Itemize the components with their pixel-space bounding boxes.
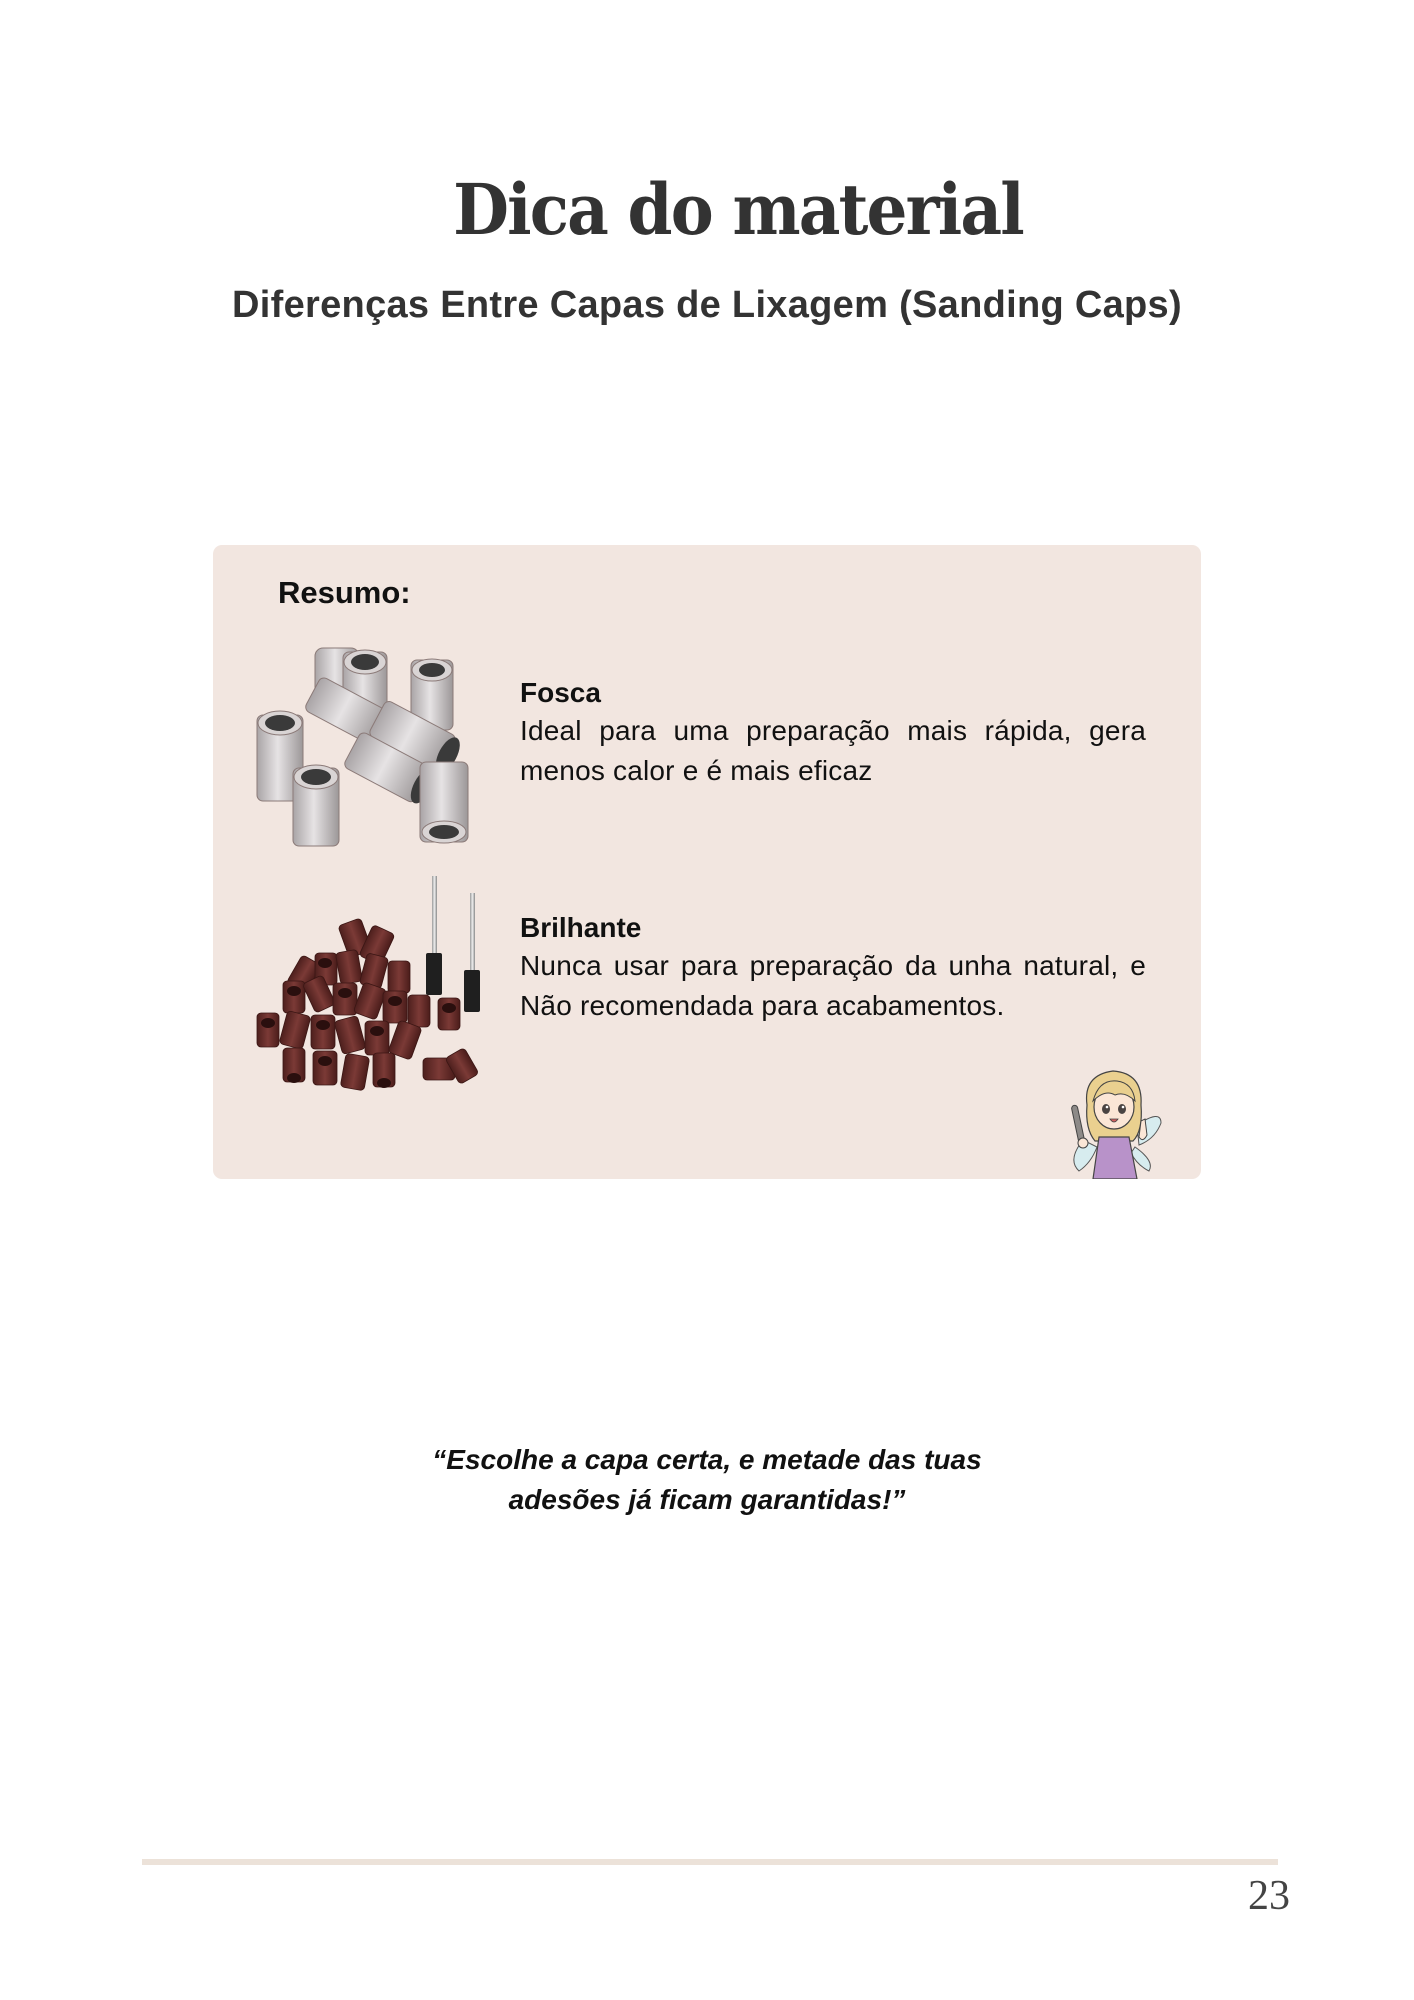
page-title	[59, 168, 1360, 251]
summary-heading: Resumo:	[278, 575, 411, 610]
quote-line-1: “Escolhe a capa certa, e metade das tuas	[432, 1444, 982, 1475]
quote-line-2: adesões já ficam garantidas!”	[508, 1484, 906, 1515]
summary-item-brilhante	[520, 910, 1146, 1025]
page-title-text: Dica do material	[453, 168, 1023, 251]
item-description: Ideal para uma preparação mais rápida, gera menos calor e é mais eficaz	[520, 715, 1146, 786]
item-title: Brilhante	[520, 912, 642, 943]
item-description: Nunca usar para preparação da unha natural, e Não recomendada para acabamentos.	[520, 950, 1146, 1021]
quote-block	[0, 1440, 1414, 1520]
page-subtitle: Diferenças Entre Capas de Lixagem (Sanding Caps)	[232, 284, 1182, 326]
white-sanding-caps-image	[253, 640, 478, 850]
page-number: 23	[1248, 1873, 1290, 1919]
fairy-mascot-illustration	[1065, 1065, 1165, 1179]
summary-item-fosca	[520, 675, 1146, 790]
item-title: Fosca	[520, 677, 601, 708]
summary-card	[213, 545, 1201, 1179]
brown-sanding-caps-with-mandrels-image	[253, 873, 493, 1103]
footer-divider	[142, 1859, 1278, 1865]
